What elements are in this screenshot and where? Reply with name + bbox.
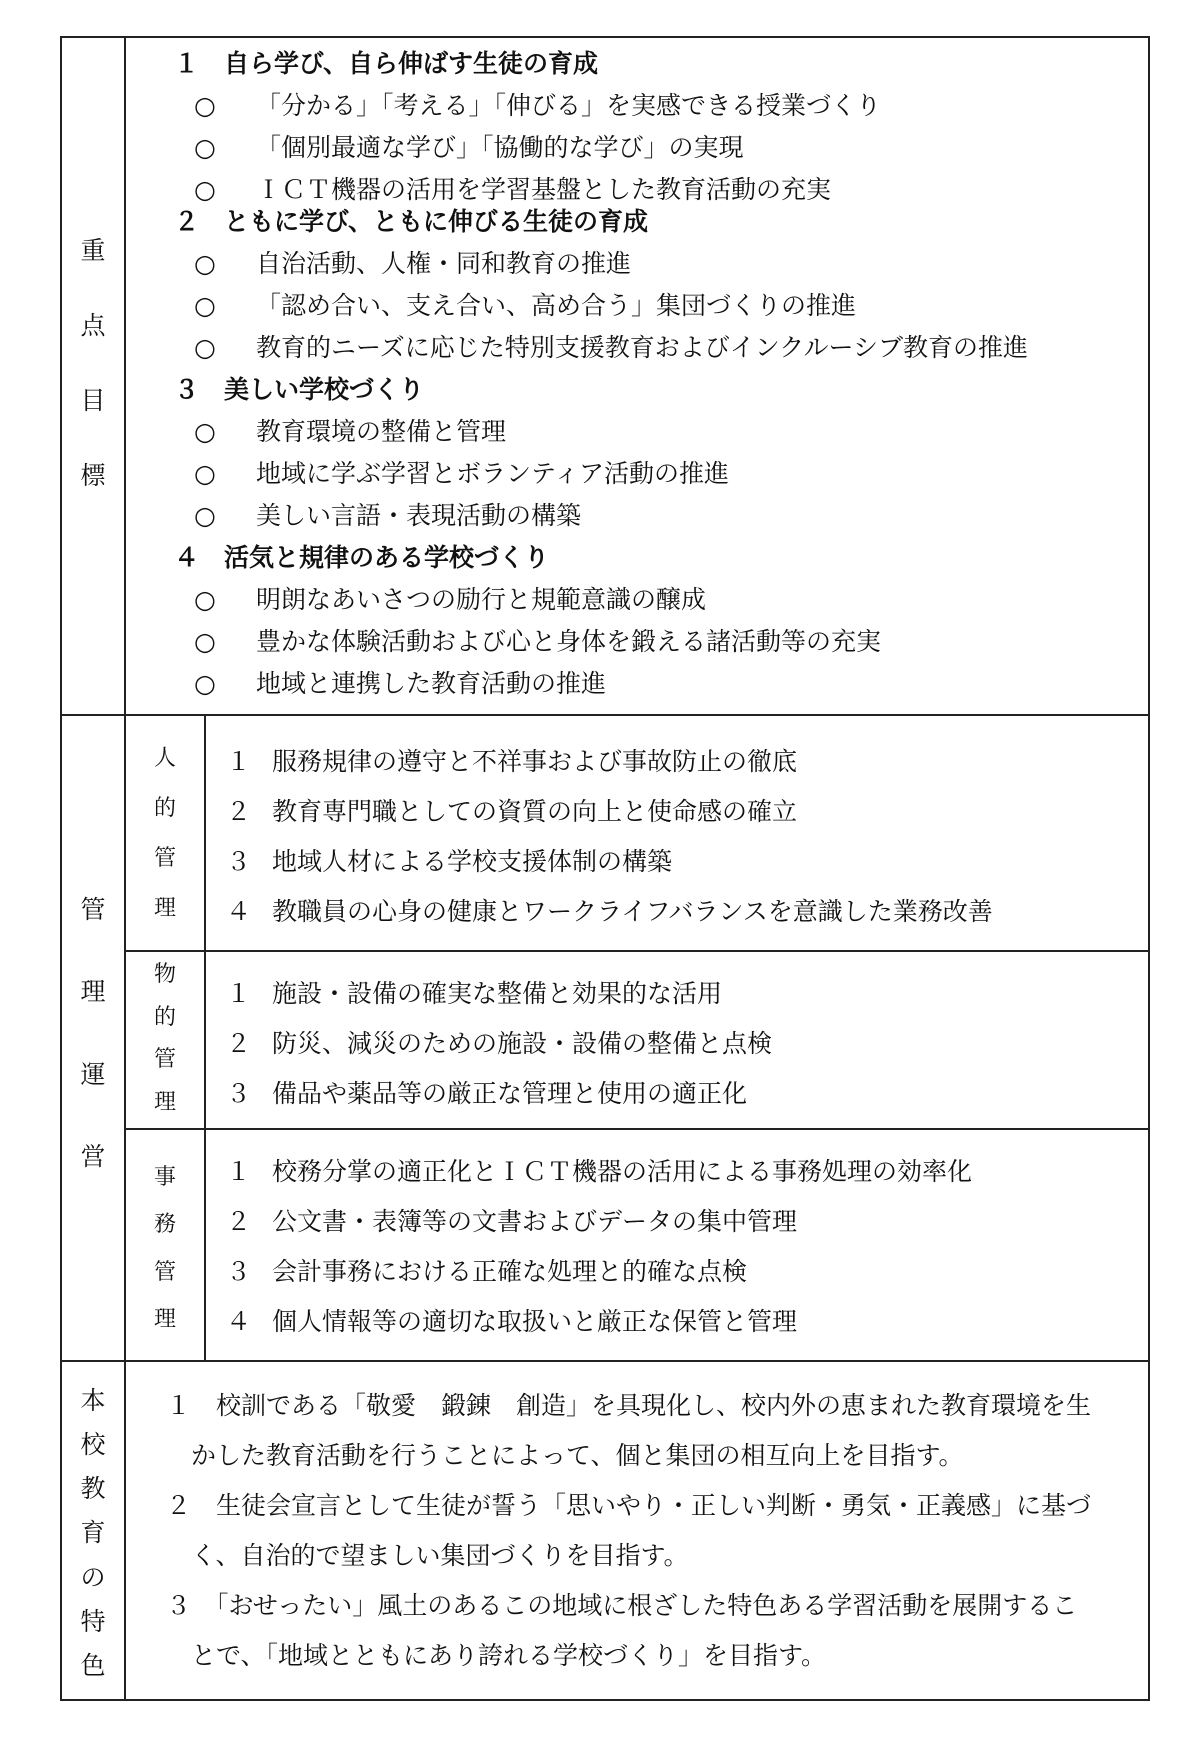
label-char: 点 [80,311,106,340]
bullet-icon: ○ [194,133,216,162]
label-char: 重 [80,236,106,265]
focus-heading: １ 自ら学び、自ら伸ばす生徒の育成 [174,49,599,78]
bullet-icon: ○ [194,585,216,614]
list-item: １ 施設・設備の確実な整備と効果的な活用 [226,979,723,1008]
subsection-divider [126,1128,1148,1130]
bullet-icon: ○ [194,333,216,362]
office-label: 事 務 管 理 [153,1164,176,1333]
sublabel-column-divider [204,714,206,1360]
list-item: １ 校務分掌の適正化とＩＣＴ機器の活用による事務処理の効率化 [226,1157,973,1186]
focus-item: ○ 地域に学ぶ学習とボランティア活動の推進 [194,459,730,488]
focus-item: ○ 教育的ニーズに応じた特別支援教育およびインクルーシブ教育の推進 [194,333,1029,362]
list-item: ３ 会計事務における正確な処理と的確な点検 [226,1257,748,1286]
focus-item: ○ ＩＣＴ機器の活用を学習基盤とした教育活動の充実 [194,175,832,204]
bullet-icon: ○ [194,459,216,488]
feature-line: とで、「地域とともにあり誇れる学校づくり」を目指す。 [166,1641,827,1670]
bullet-icon: ○ [194,669,216,698]
label-char: 目 [80,386,106,415]
label-char: 標 [80,461,106,490]
feature-line: く、自治的で望ましい集団づくりを目指す。 [166,1541,689,1570]
feature-line: ３ 「おせったい」風土のあるこの地域に根ざした特色ある学習活動を展開するこ [166,1591,1078,1620]
bullet-icon: ○ [194,175,216,204]
label-char: 営 [80,1142,106,1172]
personnel-label: 人 的 管 理 [153,746,176,921]
bullet-icon: ○ [194,417,216,446]
focus-item: ○ 地域と連携した教育活動の推進 [194,669,607,698]
focus-item: ○ 美しい言語・表現活動の構築 [194,501,582,530]
list-item: ２ 公文書・表簿等の文書およびデータの集中管理 [226,1207,798,1236]
focus-heading: ４ 活気と規律のある学校づくり [174,543,550,572]
focus-heading: ２ ともに学び、ともに伸びる生徒の育成 [174,207,649,236]
list-item: ４ 個人情報等の適切な取扱いと厳正な保管と管理 [226,1307,798,1336]
focus-item: ○ 豊かな体験活動および心と身体を鍛える諸活動等の充実 [194,627,882,656]
list-item: ３ 備品や薬品等の厳正な管理と使用の適正化 [226,1079,748,1108]
facilities-label: 物 的 管 理 [153,962,176,1115]
bullet-icon: ○ [194,501,216,530]
section-divider [62,714,1148,716]
bullet-icon: ○ [194,249,216,278]
label-char: 管 [80,894,106,924]
bullet-icon: ○ [194,627,216,656]
subsection-divider [126,950,1148,952]
feature-line: ２ 生徒会宣言として生徒が誓う「思いやり・正しい判断・勇気・正義感」に基づ [166,1491,1092,1520]
focus-item: ○ 「認め合い、支え合い、高め合う」集団づくりの推進 [194,291,857,320]
section-divider [62,1360,1148,1362]
list-item: ２ 防災、減災のための施設・設備の整備と点検 [226,1029,773,1058]
features-label: 本 校 教 育 の 特 色 [80,1385,106,1681]
management-label [62,868,124,1198]
feature-line: かした教育活動を行うことによって、個と集団の相互向上を目指す。 [166,1441,964,1470]
list-item: ４ 教職員の心身の健康とワークライフバランスを意識した業務改善 [226,897,993,926]
focus-item: ○ 教育環境の整備と管理 [194,417,507,446]
label-char: 理 [80,977,106,1007]
label-char: 運 [80,1059,106,1089]
list-item: １ 服務規律の遵守と不祥事および事故防止の徹底 [226,747,798,776]
focus-item: ○ 「個別最適な学び」「協働的な学び」の実現 [194,133,744,162]
goals-table [60,36,1150,1701]
feature-line: １ 校訓である「敬愛 鍛錬 創造」を具現化し、校内外の恵まれた教育環境を生 [166,1391,1092,1420]
list-item: ３ 地域人材による学校支援体制の構築 [226,847,673,876]
list-item: ２ 教育専門職としての資質の向上と使命感の確立 [226,797,798,826]
bullet-icon: ○ [194,91,216,120]
focus-label [62,213,124,513]
bullet-icon: ○ [194,291,216,320]
focus-item: ○ 明朗なあいさつの励行と規範意識の醸成 [194,585,707,614]
focus-item: ○ 「分かる」「考える」「伸びる」を実感できる授業づくり [194,91,882,120]
focus-item: ○ 自治活動、人権・同和教育の推進 [194,249,632,278]
focus-heading: ３ 美しい学校づくり [174,375,425,404]
